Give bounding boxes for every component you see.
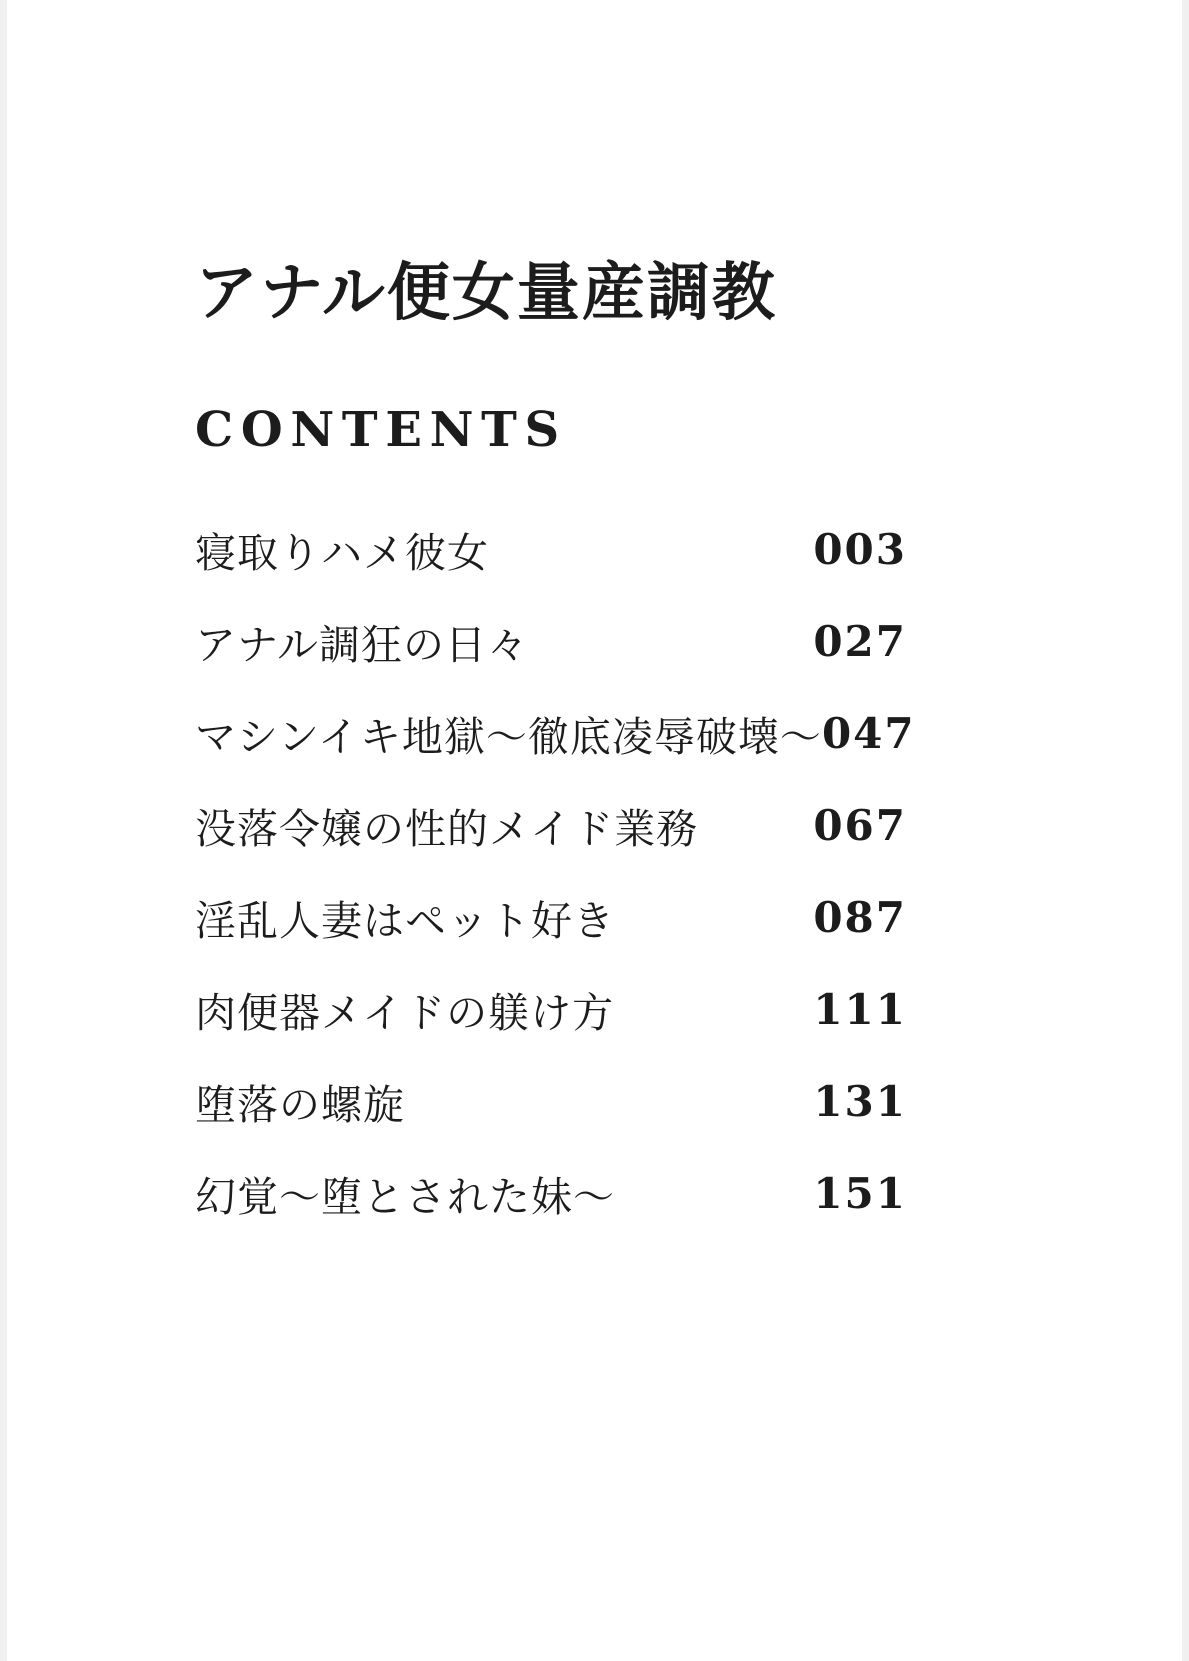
chapter-title: マシンイキ地獄〜徹底凌辱破壊〜 <box>195 712 822 761</box>
scan-edge-left <box>0 0 7 1661</box>
chapter-title: 幻覚〜堕とされた妹〜 <box>195 1172 615 1221</box>
chapter-page-number: 027 <box>813 616 907 666</box>
chapter-title: 堕落の螺旋 <box>195 1080 405 1129</box>
chapter-title: 肉便器メイドの躾け方 <box>195 988 615 1037</box>
toc-row <box>195 871 907 963</box>
toc-list <box>195 503 916 1239</box>
toc-row <box>195 1147 907 1239</box>
chapter-page-number: 151 <box>813 1168 907 1218</box>
chapter-title: 寝取りハメ彼女 <box>195 528 489 577</box>
chapter-page-number: 067 <box>813 800 907 850</box>
toc-row <box>195 779 907 871</box>
book-title: アナル便女量産調教 <box>195 255 777 329</box>
toc-row <box>195 687 916 779</box>
chapter-page-number: 087 <box>813 892 907 942</box>
toc-row <box>195 1055 907 1147</box>
toc-content <box>195 255 916 1239</box>
chapter-page-number: 047 <box>821 708 916 758</box>
chapter-page-number: 111 <box>813 984 907 1034</box>
chapter-page-number: 003 <box>813 524 907 574</box>
toc-row <box>195 963 907 1055</box>
toc-row <box>195 503 907 595</box>
toc-row <box>195 595 907 687</box>
chapter-title: 淫乱人妻はペット好き <box>195 896 615 945</box>
chapter-title: アナル調狂の日々 <box>195 620 529 669</box>
scan-edge-right <box>1182 0 1189 1661</box>
chapter-title: 没落令嬢の性的メイド業務 <box>195 804 699 853</box>
chapter-page-number: 131 <box>813 1076 907 1126</box>
contents-heading: CONTENTS <box>195 402 567 459</box>
